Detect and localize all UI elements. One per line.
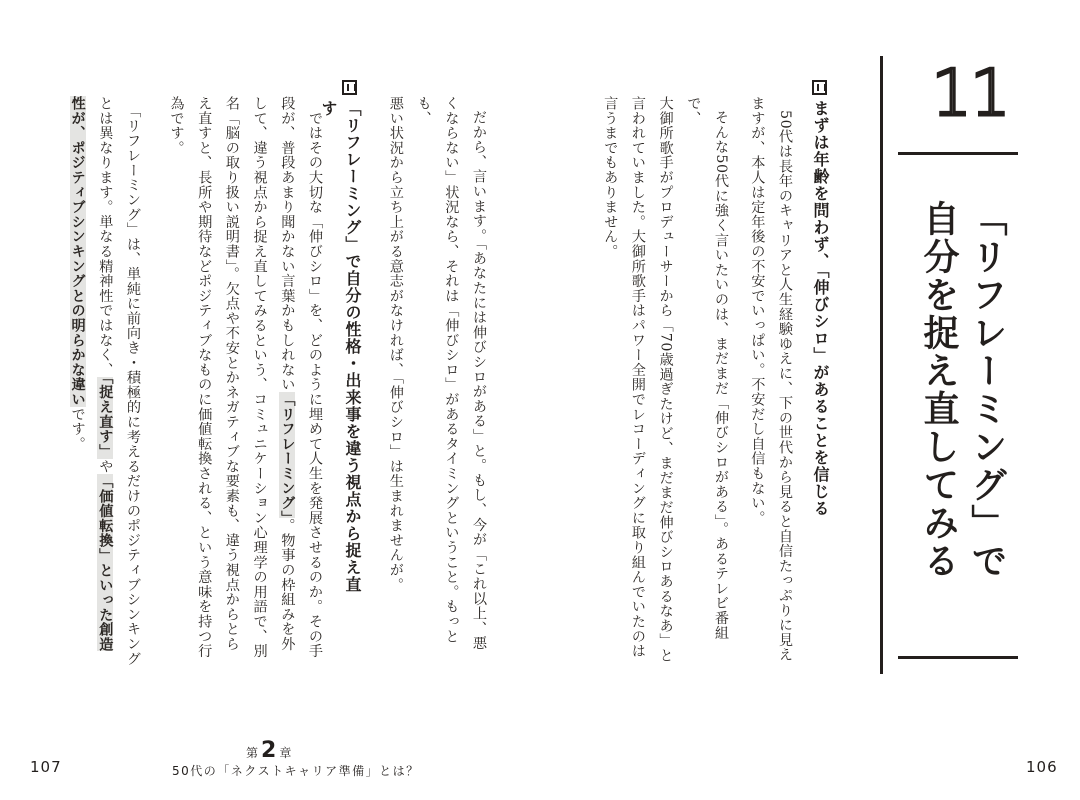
para-text: 。物事の枠組みを外 して、違う視点から捉え直してみるという、コミュニケーション心理学の用語で、別 名「脳の取り扱い説明書」。欠点や不安とかネガティブな要素も、違う視点からとら え直すと、長所や期待などポジティブなものに価値転換される、という意味を持つ行 為です。 xyxy=(168,96,296,659)
page-number-right: 106 xyxy=(1026,758,1058,776)
para-text: や xyxy=(97,458,114,474)
chapter-number-footer: 2 xyxy=(261,738,277,763)
para-text: 「リフレーミング」は、単純に前向き・積極的に考えるだけのポジティブシンキング とは異なります。単なる精神性ではなく、 xyxy=(97,96,141,667)
section1-paragraph-2: そんな50代に強く言いたいのは、まだまだ「伸びシロがある」。あるテレビ番組で、 大御所歌手がプロデューサーから「70歳過ぎたけど、まだまだ伸びシロあるなあ」と 言われていました。大御所歌手はパワー全開でレコーディングに取り組んでいたのは 言うまでもありません。 xyxy=(602,96,729,663)
para-text: といった創造 性が、ポジティブシンキングとの明らかな違い xyxy=(69,96,114,652)
section1-paragraph-3: だから、言います。「あなたには伸びシロがある」と。もし、今が「これ以上、悪 くならない」状況なら、それは「伸びシロ」があるタイミングということ。もっとも、 悪い状況から立ち上がる意志がなければ、「伸びシロ」は生まれませんが。 xyxy=(387,96,487,651)
chapter-suffix: 章 xyxy=(279,746,292,760)
highlight-reframing: 「リフレーミング」 xyxy=(279,392,296,519)
vertical-rule xyxy=(880,56,883,674)
section1-paragraph-1: 50代は長年のキャリアと人生経験ゆえに、下の世代から見ると自信たっぷりに見え ますが、本人は定年後の不安でいっぱい。不安だし自信もない。 xyxy=(749,96,793,663)
chapter-prefix: 第 xyxy=(246,746,259,760)
chapter-title xyxy=(914,200,1010,630)
chapter-label xyxy=(246,738,291,763)
section2-paragraph-1 xyxy=(148,96,328,668)
title-rule-top xyxy=(898,152,1018,155)
para-text: ではその大切な「伸びシロ」を、どのように埋めて人生を発展させるのか。その手 段が、普段あまり聞かない言葉かもしれない xyxy=(279,96,323,659)
section-heading-1: まずは年齢を問わず、「伸びシロ」があることを信じる xyxy=(811,100,830,517)
chapter-title-line2: 自分を捉え直してみる xyxy=(918,200,959,580)
chapter-title-line1: 「リフレーミング」で xyxy=(966,200,1007,580)
heading-marker-icon xyxy=(812,80,827,95)
highlight-recapture: 「捉え直す」 xyxy=(97,377,114,459)
section2-paragraph-2 xyxy=(54,96,146,668)
heading-marker-icon xyxy=(342,80,357,95)
running-head: 50代の「ネクストキャリア準備」とは？ xyxy=(172,764,420,778)
page-number-left: 107 xyxy=(30,758,62,776)
highlight-value-conversion: 「価値転換」 xyxy=(97,473,114,563)
para-text: です。 xyxy=(69,406,86,452)
section-heading-2: 「リフレーミング」で自分の性格・出来事を違う視点から捉え直す xyxy=(319,100,362,593)
title-rule-bottom xyxy=(898,656,1018,659)
chapter-number: 11 xyxy=(931,57,1009,131)
